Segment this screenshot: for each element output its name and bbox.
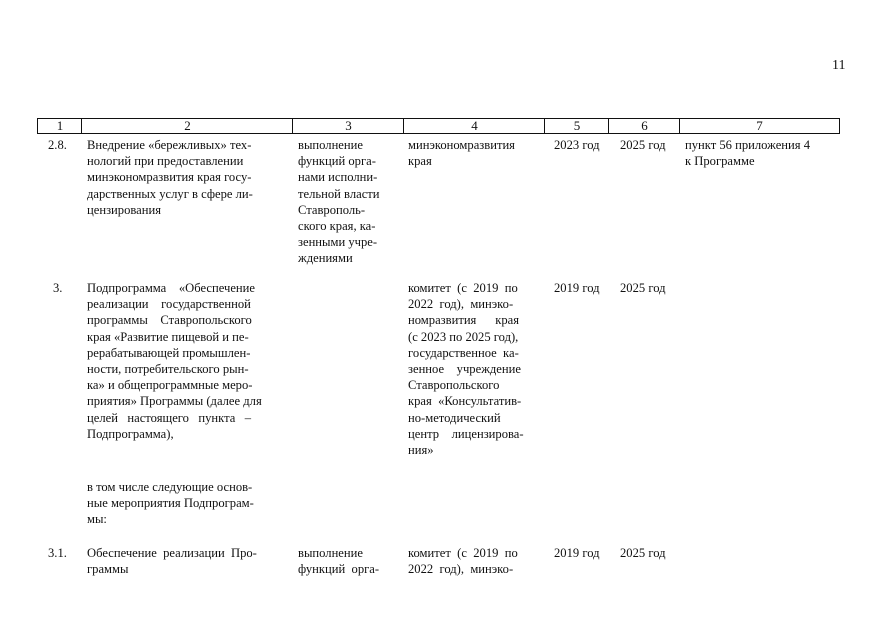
row-end-year: 2025 год [620,546,666,560]
row-start-year: 2019 год [554,546,600,560]
row-executor: комитет (с 2019 по 2022 год), минэко- номразвития края (с 2023 по 2025 год), государственное ка- зенное учреждение Ставропольского края «Консультатив- но-методический центр лицензирова- ния» [408,281,524,458]
header-col-2: 2 [81,118,293,134]
row-content: выполнение функций орга- [298,546,380,577]
row-measure: Подпрограмма «Обеспечение реализации государственной программы Ставропольского края «Развитие пищевой и пе- рерабатывающей промышлен- ности, потребительского рын- ка» и общепрограммные меро- приятия» Программы (далее для целей настоящего пункта – Подпрограмма), [87,281,262,441]
row-reference: пункт 56 приложения 4 к Программе [685,138,811,169]
row-start-year: 2023 год [554,138,600,152]
row-end-year: 2025 год [620,138,666,152]
row-end-year: 2025 год [620,281,666,295]
row-measure: в том числе следующие основ- ные мероприятия Подпрограм- мы: [87,480,254,527]
row-number: 2.8. [48,138,67,152]
row-start-year: 2019 год [554,281,600,295]
header-col-3: 3 [292,118,404,134]
header-col-6: 6 [608,118,680,134]
table-header [37,118,840,134]
row-executor: комитет (с 2019 по 2022 год), минэко- [408,546,518,577]
row-executor: минэкономразвития края [408,138,515,169]
header-col-1: 1 [37,118,82,134]
header-col-5: 5 [544,118,609,134]
header-col-4: 4 [403,118,545,134]
row-content: выполнение функций орга- нами исполни- тельной власти Ставрополь- ского края, ка- зенными учре- ждениями [298,138,380,266]
row-measure: Внедрение «бережливых» тех- нологий при предоставлении минэкономразвития края госу- дарственных услуг в сфере ли- цензирования [87,138,253,217]
row-measure: Обеспечение реализации Про- граммы [87,546,257,577]
header-col-7: 7 [679,118,840,134]
row-number: 3. [53,281,63,295]
page-number: 11 [832,58,846,73]
row-number: 3.1. [48,546,67,560]
